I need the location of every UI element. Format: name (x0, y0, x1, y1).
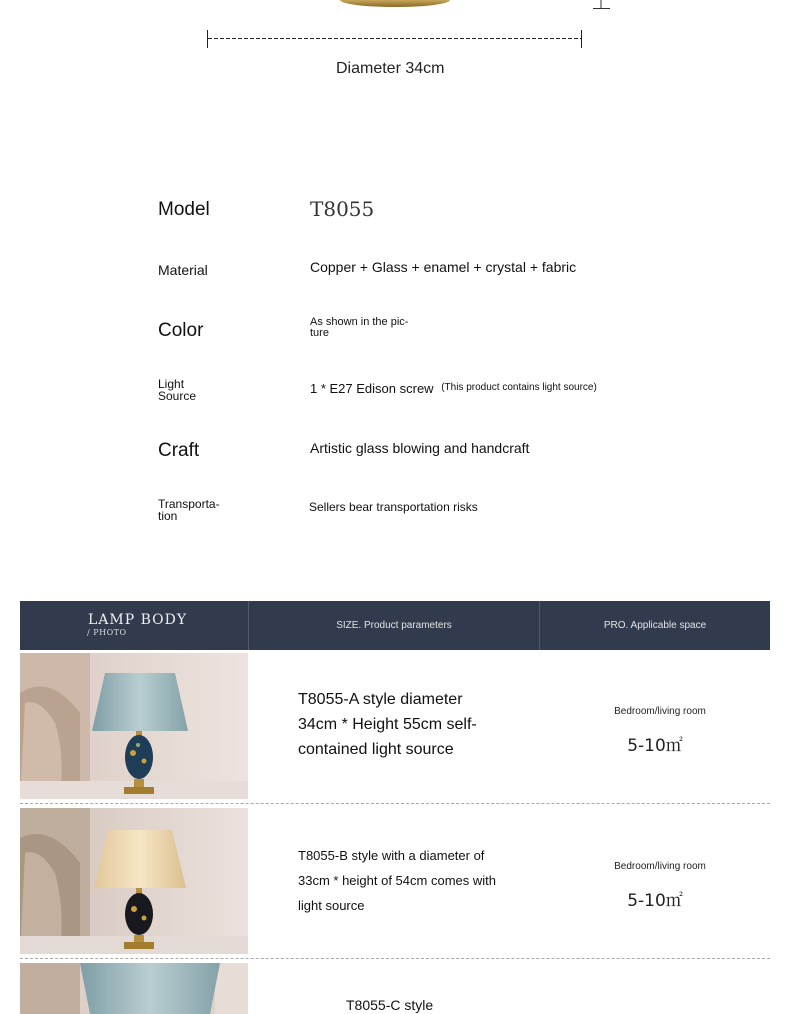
spec-label-model: Model (158, 199, 210, 220)
spec-label-material: Material (158, 262, 208, 278)
lamp-photo-c-drawing (20, 963, 248, 1014)
row-b-area: 5-10㎡ (627, 891, 683, 911)
product-table-header (20, 601, 770, 650)
lamp-photo-c (20, 963, 248, 1014)
dimension-tick-mark (592, 0, 610, 9)
diameter-label: Diameter 34cm (336, 60, 445, 77)
row-b-description: T8055-B style with a diameter of 33cm * height of 54cm comes with light source (298, 848, 496, 913)
lamp-base-image (340, 0, 450, 7)
spec-value-color-line1: As shown in the pic- (310, 316, 409, 328)
spec-value-color-line2: ture (310, 327, 329, 339)
spec-label-transportation (158, 498, 220, 522)
row-a-description: T8055-A style diameter 34cm * Height 55cm self-contained light source (298, 691, 477, 758)
row-b-room: Bedroom/living room (614, 861, 706, 872)
row-separator (20, 958, 770, 959)
lamp-photo-a-drawing (20, 653, 248, 799)
header-applicable-space-label: PRO. Applicable space (603, 620, 707, 631)
spec-label-transportation-line1: Transporta- (158, 497, 220, 511)
spec-value-craft: Artistic glass blowing and handcraft (310, 440, 530, 456)
spec-value-light-source (310, 381, 597, 396)
spec-value-color (310, 317, 408, 339)
spec-label-light-source-line2: Source (158, 389, 197, 403)
spec-label-light-source-line1: Light (158, 377, 185, 391)
header-col-lamp-body (20, 601, 249, 650)
spec-value-model: T8055 (310, 197, 375, 221)
row-separator (20, 803, 770, 804)
row-c-description: T8055-C style (346, 997, 434, 1013)
spec-value-transportation: Sellers bear transportation risks (309, 500, 478, 514)
light-source-value: 1 * E27 Edison screw (310, 381, 434, 396)
diameter-dimension-line (207, 30, 582, 48)
header-lamp-body-subtitle: / PHOTO (87, 628, 127, 637)
lamp-photo-b-drawing (20, 808, 248, 954)
spec-label-transportation-line2: tion (158, 509, 178, 523)
spec-label-craft: Craft (158, 440, 200, 461)
spec-value-material: Copper + Glass + enamel + crystal + fabric (310, 259, 577, 275)
header-col-size (249, 601, 540, 650)
light-source-note: (This product contains light source) (441, 382, 597, 393)
header-size-label: SIZE. Product parameters (336, 620, 452, 631)
lamp-photo-b (20, 808, 248, 954)
spec-label-color: Color (158, 320, 204, 341)
header-lamp-body-title: LAMP BODY (88, 612, 188, 628)
spec-label-light-source (158, 378, 196, 402)
lamp-photo-a (20, 653, 248, 799)
row-a-room: Bedroom/living room (614, 706, 706, 717)
row-a-area: 5-10㎡ (627, 736, 683, 756)
